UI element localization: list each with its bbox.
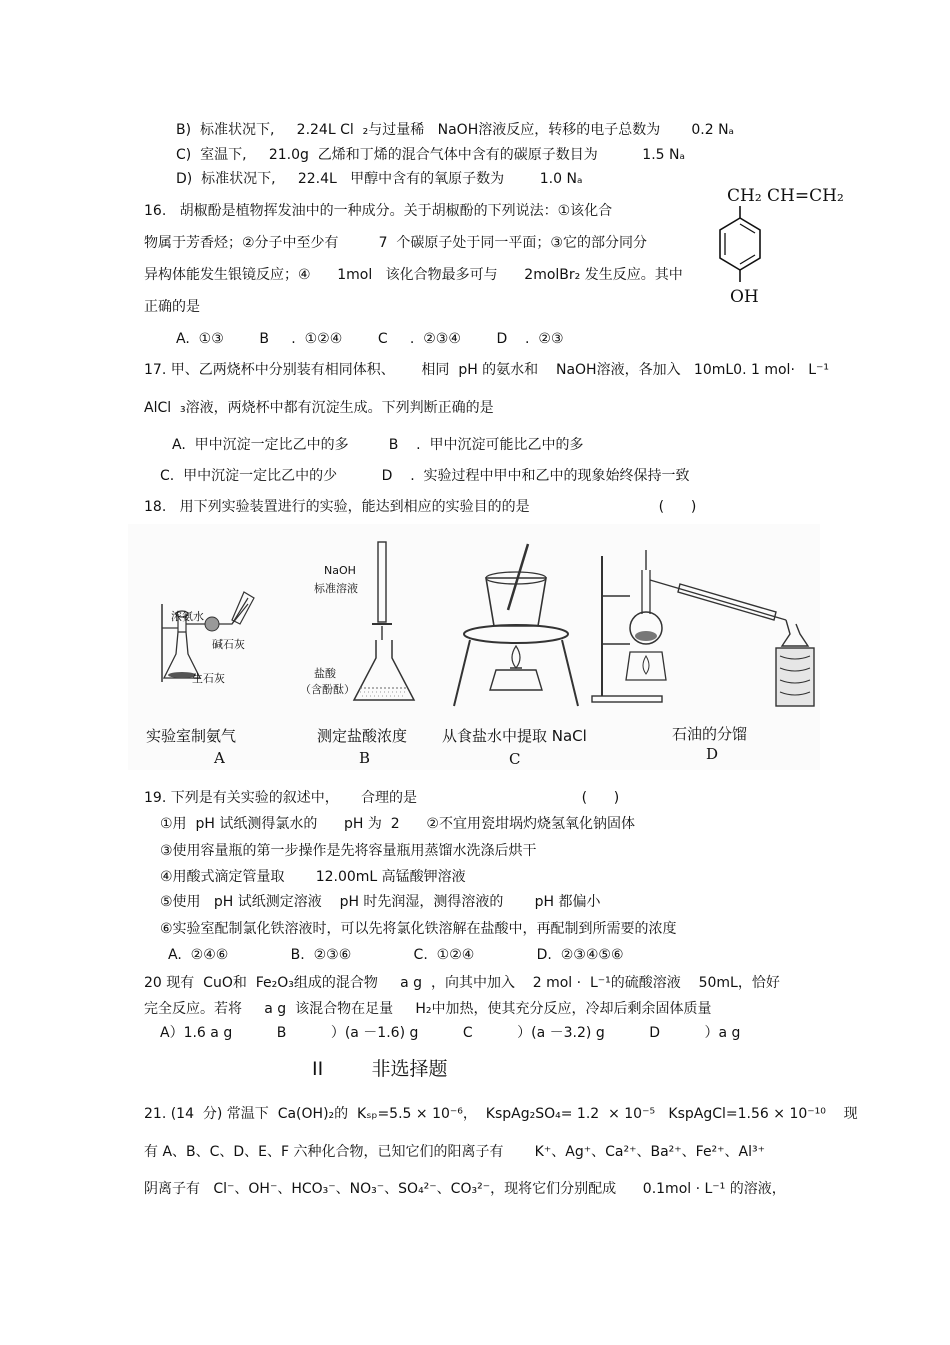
q19-options: A. ②④⑥ B. ②③⑥ C. ①②④ D. ②③④⑤⑥: [168, 947, 624, 963]
label-conc-ammonia: 浓氨水: [171, 610, 204, 623]
q20-line-2: 完全反应。若将 a g 该混合物在足量 H₂中加热，使其充分反应，冷却后剩余固体质量: [144, 1001, 712, 1017]
q16-line-4: 正确的是: [144, 299, 200, 315]
q20-options: A）1.6 a g B ）(a －1.6) g C ）(a －3.2) g D ）a g: [160, 1025, 741, 1041]
label-with-phenolphthalein: （含酚酞）: [300, 683, 355, 696]
panel-d-apparatus: [590, 544, 820, 714]
caption-a: 实验室制氨气: [146, 727, 237, 745]
q21-line-2: 有 A、B、C、D、E、F 六种化合物，已知它们的阳离子有 K⁺、Ag⁺、Ca²⁺、Ba²⁺、Fe²⁺、Al³⁺: [144, 1144, 766, 1160]
label-quicklime: 生石灰: [192, 672, 225, 685]
label-soda-lime: 碱石灰: [212, 638, 245, 651]
q19-item-1-2: ①用 pH 试纸测得氯水的 pH 为 2 ②不宜用瓷坩埚灼烧氢氧化钠固体: [160, 816, 635, 832]
letter-a: A: [214, 749, 225, 767]
letter-d: D: [706, 745, 719, 763]
q17-options-cd: C. 甲中沉淀一定比乙中的少 D . 实验过程中甲中和乙中的现象始终保持一致: [160, 468, 690, 484]
label-hcl: 盐酸: [314, 667, 336, 680]
q19-item-3: ③使用容量瓶的第一步操作是先将容量瓶用蒸馏水洗涤后烘干: [160, 843, 537, 859]
experiment-figure: [128, 524, 820, 770]
q17-options-ab: A. 甲中沉淀一定比乙中的多 B . 甲中沉淀可能比乙中的多: [172, 437, 584, 453]
q16-line-3: 异构体能发生银镜反应；④ 1mol 该化合物最多可与 2molBr₂ 发生反应。其中: [144, 267, 683, 283]
letter-c: C: [509, 750, 521, 768]
q19-stem: 19. 下列是有关实验的叙述中， 合理的是 ( ): [144, 790, 620, 806]
label-standard-solution: 标准溶液: [314, 582, 358, 595]
q18-stem: 18. 用下列实验装置进行的实验，能达到相应的实验目的的是 ( ): [144, 499, 697, 515]
q15-option-c: C) 室温下, 21.0g 乙烯和丁烯的混合气体中含有的碳原子数目为 1.5 Nₐ: [176, 147, 685, 163]
caption-b: 测定盐酸浓度: [317, 727, 408, 745]
q21-line-1: 21. (14 分) 常温下 Ca(OH)₂的 Kₛₚ=5.5 × 10⁻⁶， KspAg₂SO₄= 1.2 × 10⁻⁵ KspAgCl=1.56 × 10⁻¹⁰ 现: [144, 1106, 858, 1122]
q15-option-b: B) 标准状况下, 2.24L Cl ₂与过量稀 NaOH溶液反应，转移的电子总数为 0.2 Nₐ: [176, 122, 735, 138]
q19-item-6: ⑥实验室配制氯化铁溶液时，可以先将氯化铁溶解在盐酸中，再配制到所需要的浓度: [160, 921, 677, 937]
q16-options: A. ①③ B . ①②④ C . ②③④ D . ②③: [176, 331, 564, 347]
caption-c: 从食盐水中提取 NaCl: [442, 727, 587, 745]
molecule-hydroxyl: OH: [730, 287, 759, 307]
q17-line-2: AlCl ₃溶液，两烧杯中都有沉淀生成。下列判断正确的是: [144, 400, 494, 416]
q19-item-5: ⑤使用 pH 试纸测定溶液 pH 时先润湿，测得溶液的 pH 都偏小: [160, 894, 601, 910]
q19-item-4: ④用酸式滴定管量取 12.00mL 高锰酸钾溶液: [160, 869, 466, 885]
panel-c-apparatus: [446, 540, 586, 710]
caption-d: 石油的分馏: [672, 725, 748, 743]
letter-b: B: [359, 749, 371, 767]
q16-line-1: 16. 胡椒酚是植物挥发油中的一种成分。关于胡椒酚的下列说法：①该化合: [144, 203, 613, 219]
panel-b-apparatus: [348, 540, 438, 710]
benzene-ring: [700, 200, 780, 300]
q17-line-1: 17. 甲、乙两烧杯中分别装有相同体积、 相同 pH 的氨水和 NaOH溶液，各加入 10mL0. 1 mol· L⁻¹: [144, 362, 830, 378]
label-naoh: NaOH: [324, 564, 356, 577]
section-heading: II 非选择题: [312, 1058, 448, 1080]
q15-option-d: D) 标准状况下, 22.4L 甲醇中含有的氧原子数为 1.0 Nₐ: [176, 171, 583, 187]
molecule-side-chain: CH₂ CH=CH₂: [727, 186, 844, 206]
q16-line-2: 物属于芳香烃；②分子中至少有 7 个碳原子处于同一平面；③它的部分同分: [144, 235, 647, 251]
q21-line-3: 阴离子有 Cl⁻、OH⁻、HCO₃⁻、NO₃⁻、SO₄²⁻、CO₃²⁻，现将它们分别配成 0.1mol · L⁻¹ 的溶液，: [144, 1181, 786, 1197]
q20-line-1: 20 现有 CuO和 Fe₂O₃组成的混合物 a g ，向其中加入 2 mol · L⁻¹的硫酸溶液 50mL，恰好: [144, 975, 780, 991]
